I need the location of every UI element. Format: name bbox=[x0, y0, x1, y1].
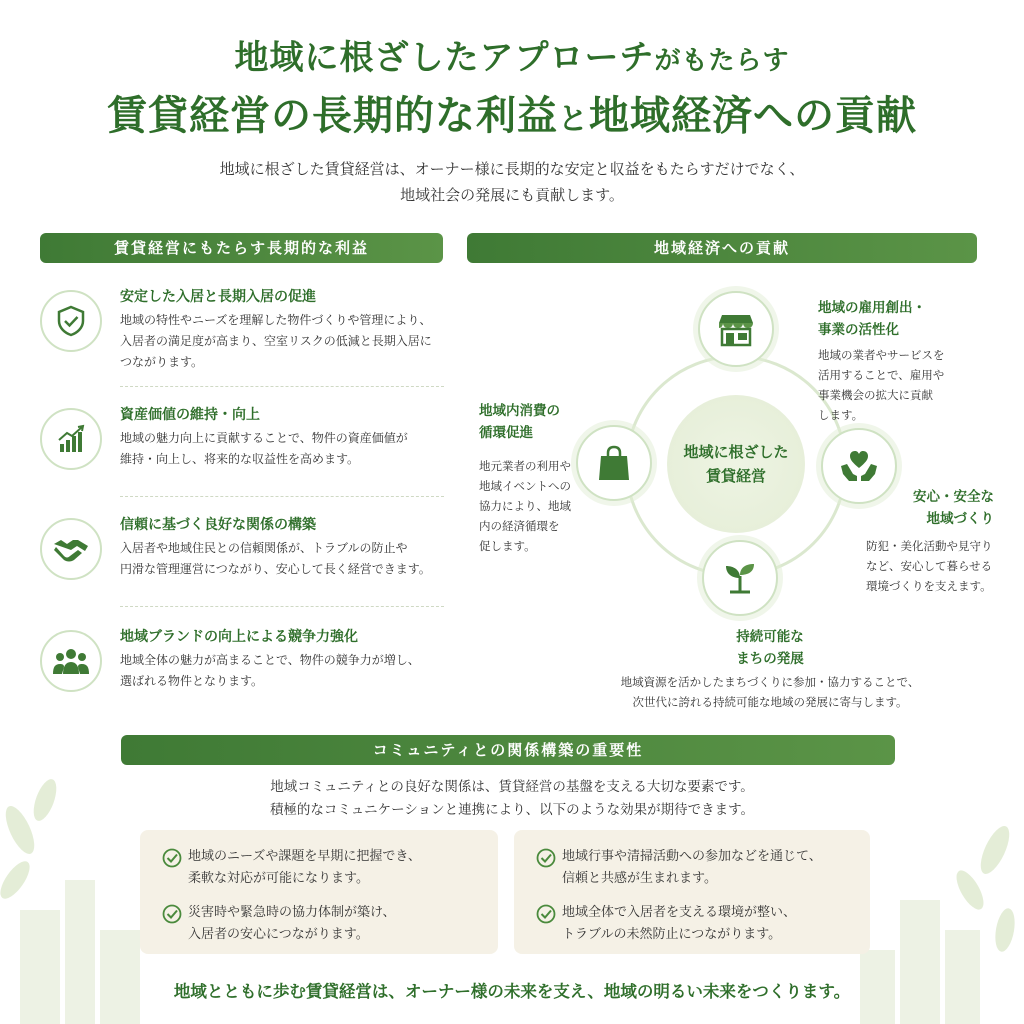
effect-line: 地域全体で入居者を支える環境が整い、 bbox=[562, 905, 797, 920]
subtitle-b: 地域経済への貢献 bbox=[589, 92, 917, 139]
consumption-title-2: 循環促進 bbox=[479, 425, 533, 441]
benefit-title: 資産価値の維持・向上 bbox=[120, 407, 260, 423]
benefit-item bbox=[40, 626, 445, 701]
subtitle-connector: と bbox=[558, 102, 589, 137]
center-line-1: 地域に根ざした bbox=[683, 443, 789, 461]
check-circle-icon bbox=[162, 848, 182, 868]
safety-block bbox=[866, 486, 1016, 596]
effect-line: 信頼と共感が生まれます。 bbox=[562, 871, 717, 886]
benefit-desc bbox=[120, 538, 450, 580]
employment-title-2: 事業の活性化 bbox=[818, 322, 899, 338]
desc-line: 活用することで、雇用や bbox=[818, 368, 945, 382]
title-main: 地域に根ざしたアプローチ bbox=[234, 38, 655, 78]
desc-line: 協力により、地域 bbox=[479, 499, 571, 513]
intro-line-1: 地域に根ざした賃貸経営は、オーナー様に長期的な安定と収益をもたらすだけでなく、 bbox=[219, 160, 805, 178]
sustainable-title-2: まちの発展 bbox=[736, 651, 804, 667]
community-intro-2: 積極的なコミュニケーションと連携により、以下のような効果が期待できます。 bbox=[269, 802, 755, 818]
effect-line: 入居者の安心につながります。 bbox=[188, 927, 369, 942]
effect-text bbox=[562, 846, 822, 890]
intro-text bbox=[0, 156, 1024, 208]
shield-check-icon bbox=[40, 290, 102, 352]
consumption-title-1: 地域内消費の bbox=[479, 403, 560, 419]
footer-message: 地域とともに歩む賃貸経営は、オーナー様の未来を支え、地域の明るい未来をつくります。 bbox=[173, 982, 851, 1001]
benefit-desc-line: 地域の特性やニーズを理解した物件づくりや管理により、 bbox=[120, 313, 432, 327]
effects-box-left bbox=[140, 830, 498, 954]
community-heading: コミュニティとの関係構築の重要性 bbox=[121, 735, 895, 765]
subtitle-a: 賃貸経営の長期的な利益 bbox=[107, 92, 558, 139]
desc-line: 次世代に誇れる持続可能な地域の発展に寄与します。 bbox=[632, 695, 908, 709]
desc-line: 防犯・美化活動や見守り bbox=[866, 539, 993, 553]
consumption-block bbox=[479, 400, 589, 556]
desc-line: 促します。 bbox=[479, 539, 536, 553]
effect-text bbox=[188, 846, 421, 890]
consumption-desc bbox=[479, 456, 589, 556]
benefit-desc bbox=[120, 310, 450, 373]
sprout-icon bbox=[702, 540, 778, 616]
people-group-icon bbox=[40, 630, 102, 692]
desc-line: 環境づくりを支えます。 bbox=[866, 579, 992, 593]
center-circle bbox=[667, 395, 805, 533]
desc-line: 地域イベントへの bbox=[479, 479, 571, 493]
desc-line: します。 bbox=[818, 408, 864, 422]
effect-line: 柔軟な対応が可能になります。 bbox=[188, 871, 369, 886]
benefit-desc bbox=[120, 650, 450, 692]
community-intro bbox=[0, 776, 1024, 822]
benefit-item bbox=[40, 404, 445, 479]
benefit-desc-line: 地域の魅力向上に貢献することで、物件の資産価値が bbox=[120, 431, 408, 445]
employment-block bbox=[818, 297, 1008, 425]
benefit-title: 安定した入居と長期入居の促進 bbox=[120, 289, 316, 305]
sustainable-desc bbox=[600, 672, 940, 712]
desc-line: など、安心して暮らせる bbox=[866, 559, 993, 573]
divider bbox=[120, 386, 444, 387]
benefits-heading: 賃貸経営にもたらす長期的な利益 bbox=[40, 233, 443, 263]
growth-chart-icon bbox=[40, 408, 102, 470]
check-circle-icon bbox=[162, 904, 182, 924]
community-intro-1: 地域コミュニティとの良好な関係は、賃貸経営の基盤を支える大切な要素です。 bbox=[270, 779, 754, 795]
desc-line: 地域資源を活かしたまちづくりに参加・協力することで、 bbox=[620, 675, 920, 689]
desc-line: 地域の業者やサービスを bbox=[818, 348, 945, 362]
benefit-item bbox=[40, 514, 445, 589]
effect-line: 地域行事や清掃活動への参加などを通じて、 bbox=[562, 849, 822, 864]
effect-line: 地域のニーズや課題を早期に把握でき、 bbox=[188, 849, 421, 864]
sustainable-title-1: 持続可能な bbox=[736, 629, 804, 645]
title-suffix: がもたらす bbox=[654, 46, 790, 76]
benefit-item bbox=[40, 286, 445, 376]
benefit-desc-line: 維持・向上し、将来的な収益性を高めます。 bbox=[120, 452, 360, 466]
intro-line-2: 地域社会の発展にも貢献します。 bbox=[400, 186, 624, 204]
employment-desc bbox=[818, 345, 1008, 425]
effect-text bbox=[188, 902, 395, 946]
benefit-desc bbox=[120, 428, 450, 470]
effect-line: 災害時や緊急時の協力体制が築け、 bbox=[188, 905, 396, 920]
benefit-desc-line: 入居者の満足度が高まり、空室リスクの低減と長期入居に bbox=[120, 334, 432, 348]
benefit-desc-line: つながります。 bbox=[120, 355, 204, 369]
center-line-2: 賃貸経営 bbox=[705, 467, 766, 485]
effect-text bbox=[562, 902, 796, 946]
employment-title-1: 地域の雇用創出・ bbox=[818, 300, 926, 316]
divider bbox=[120, 496, 444, 497]
effect-line: トラブルの未然防止につながります。 bbox=[562, 927, 782, 942]
benefit-title: 信頼に基づく良好な関係の構築 bbox=[120, 517, 316, 533]
effects-box-right bbox=[514, 830, 870, 954]
benefit-desc-line: 地域全体の魅力が高まることで、物件の競争力が増し、 bbox=[120, 653, 420, 667]
benefit-title: 地域ブランドの向上による競争力強化 bbox=[120, 629, 358, 645]
storefront-icon bbox=[698, 291, 774, 367]
contribution-heading: 地域経済への貢献 bbox=[467, 233, 977, 263]
sustainable-block bbox=[600, 626, 940, 712]
check-circle-icon bbox=[536, 904, 556, 924]
benefit-desc-line: 選ばれる物件となります。 bbox=[120, 674, 264, 688]
page-subtitle bbox=[0, 84, 1024, 141]
benefit-desc-line: 円滑な管理運営につながり、安心して長く経営できます。 bbox=[120, 562, 431, 576]
check-circle-icon bbox=[536, 848, 556, 868]
desc-line: 事業機会の拡大に貢献 bbox=[818, 388, 933, 402]
safety-title-2: 地域づくり bbox=[926, 511, 994, 527]
divider bbox=[120, 606, 444, 607]
desc-line: 内の経済循環を bbox=[479, 519, 560, 533]
safety-desc bbox=[866, 536, 1016, 596]
page-title bbox=[0, 30, 1024, 79]
desc-line: 地元業者の利用や bbox=[479, 459, 571, 473]
safety-title-1: 安心・安全な bbox=[913, 489, 994, 505]
handshake-icon bbox=[40, 518, 102, 580]
benefit-desc-line: 入居者や地域住民との信頼関係が、トラブルの防止や bbox=[120, 541, 408, 555]
